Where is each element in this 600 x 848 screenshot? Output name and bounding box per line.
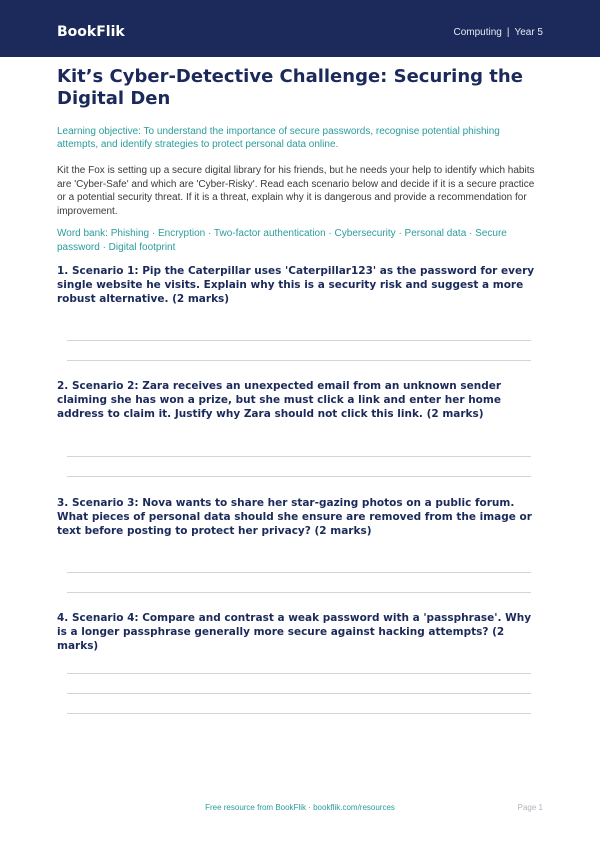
question-4 — [57, 611, 543, 653]
answer-line[interactable] — [67, 572, 531, 573]
intro-paragraph: Kit the Fox is setting up a secure digital library for his friends, but he needs your help to identify which habits are 'Cyber-Safe' and which are 'Cyber-Risky'. Read each scenario below and decide if it is a secure practice or a potential security threat. If it is a threat, explain why it is dangerous and provide a recommendation for improvement. — [57, 165, 535, 217]
page-number: Page 1 — [517, 803, 543, 812]
header-bar — [0, 0, 600, 57]
answer-line[interactable] — [67, 476, 531, 477]
worksheet-title: Kit’s Cyber-Detective Challenge: Securing the Digital Den — [57, 66, 523, 109]
answer-line[interactable] — [67, 673, 531, 674]
answer-line[interactable] — [67, 456, 531, 457]
worksheet-intro — [57, 66, 543, 254]
answer-line[interactable] — [67, 713, 531, 714]
answer-line[interactable] — [67, 693, 531, 694]
answer-line[interactable] — [67, 360, 531, 361]
word-bank: Word bank: Phishing · Encryption · Two-factor authentication · Cybersecurity · Personal data · Secure password · Digital footprint — [57, 228, 507, 253]
question-2 — [57, 379, 543, 421]
question-1 — [57, 264, 543, 306]
header-meta — [453, 27, 543, 38]
subject-label: Computing — [453, 27, 502, 38]
brand-logo[interactable]: BookFlik — [57, 24, 125, 40]
meta-separator: | — [506, 27, 510, 38]
question-1-text: 1. Scenario 1: Pip the Caterpillar uses 'Caterpillar123' as the password for every single website he visits. Explain why this is a security risk and suggest a more robust alternative. (2 marks) — [57, 265, 535, 305]
learning-objective: Learning objective: To understand the importance of secure passwords, recognise potential phishing attempts, and identify strategies to protect personal data online. — [57, 126, 500, 150]
answer-line[interactable] — [67, 340, 531, 341]
footer-link[interactable]: Free resource from BookFlik · bookflik.com/resources — [205, 803, 395, 812]
question-2-text: 2. Scenario 2: Zara receives an unexpected email from an unknown sender claiming she has won a prize, but she must click a link and enter her home address to claim it. Justify why Zara should not click this link. (2 marks) — [57, 380, 502, 420]
question-4-text: 4. Scenario 4: Compare and contrast a weak password with a 'passphrase'. Why is a longer passphrase generally more secure against hacking attempts? (2 marks) — [57, 612, 532, 652]
question-3 — [57, 496, 543, 538]
answer-line[interactable] — [67, 592, 531, 593]
question-3-text: 3. Scenario 3: Nova wants to share her star-gazing photos on a public forum. What pieces of personal data should she ensure are removed from the image or text before posting to protect her privacy? (2 marks) — [57, 497, 532, 537]
year-label: Year 5 — [514, 27, 543, 38]
